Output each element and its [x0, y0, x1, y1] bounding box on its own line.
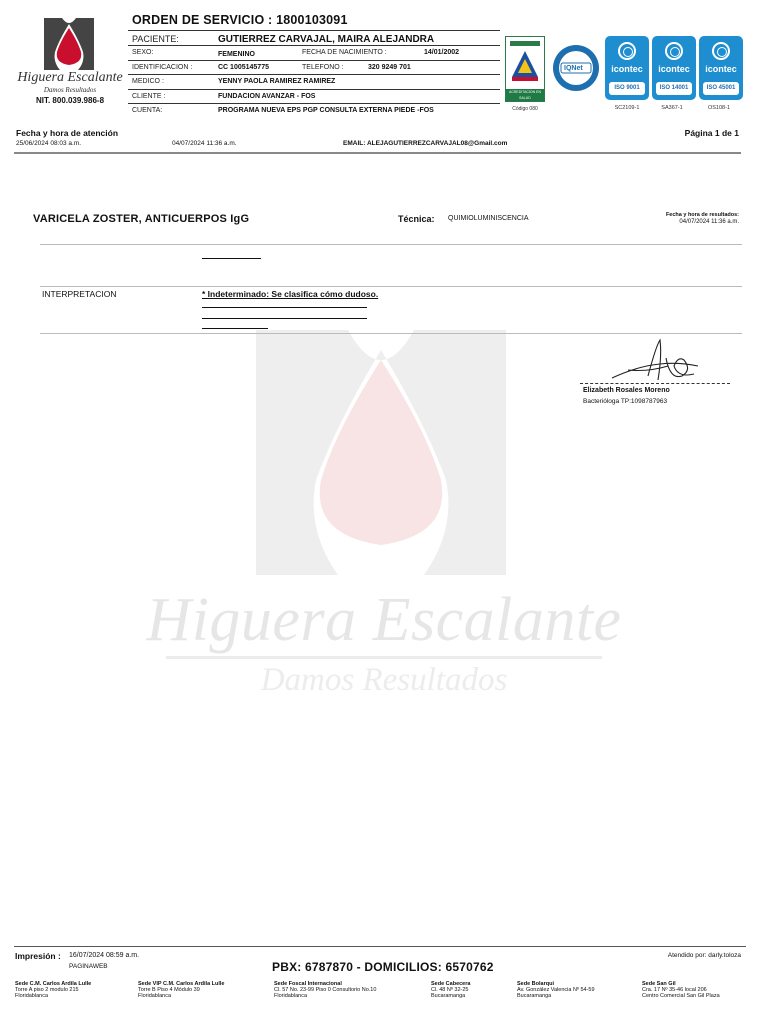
sede-block	[517, 981, 595, 1000]
sede-city: Bucaramanga	[517, 993, 552, 1000]
iso-label: ISO 45001	[703, 82, 739, 95]
icontec-badge-14001	[652, 36, 696, 100]
result-date-label: Fecha y hora de resultados:	[665, 212, 739, 218]
acreditacion-icon	[506, 37, 544, 87]
watermark-logo	[256, 330, 506, 575]
medico-row	[128, 75, 500, 90]
nacimiento-value: 14/01/2002	[424, 49, 460, 56]
sexo-label: SEXO:	[132, 49, 154, 56]
icontec-badge-45001	[699, 36, 743, 100]
sede-city: Bucaramanga	[431, 993, 466, 1000]
patient-row	[128, 30, 500, 46]
patient-email: EMAIL: ALEJAGUTIERREZCARVAJAL08@Gmail.com	[343, 140, 508, 147]
sede-block	[274, 981, 376, 1000]
sexo-row	[128, 46, 500, 61]
watermark-subtitle: Damos Resultados	[260, 662, 508, 698]
print-date: 16/07/2024 08:59 a.m.	[69, 952, 140, 959]
attention-date: 25/06/2024 08:03 a.m.	[16, 140, 82, 147]
result-divider	[40, 286, 742, 287]
sede-name: Sede C.M. Carlos Ardila Lulle	[15, 981, 92, 987]
watermark-title: Higuera Escalante	[146, 586, 622, 654]
sede-address: Torre B Piso 4 Módulo 39	[138, 987, 200, 994]
sede-address: Av. González Valencia Nº 54-59	[517, 987, 595, 994]
page-number: Página 1 de 1	[684, 128, 739, 138]
print-label: Impresión :	[15, 951, 61, 961]
sede-block	[138, 981, 225, 1000]
icontec-name: icontec	[705, 64, 737, 74]
sede-name: Sede San Gil	[642, 981, 676, 987]
paciente-label: PACIENTE:	[132, 34, 179, 44]
cert-code: OS108-1	[707, 105, 730, 111]
sede-name: Sede VIP C.M. Carlos Ardila Lulle	[138, 981, 225, 987]
sede-name: Sede Foscal Internacional	[274, 981, 342, 987]
acreditacion-band: ACREDITACION EN SALUD	[506, 89, 544, 101]
signer-role: Bacterióloga TP:1098787963	[583, 398, 668, 405]
technique-value: QUIMIOLUMINISCENCIA	[448, 215, 529, 222]
medico-label: MEDICO :	[132, 78, 164, 85]
watermark-divider	[166, 656, 602, 659]
sede-address: Cl. 48 Nº 32-25	[431, 987, 469, 994]
identificacion-label: IDENTIFICACION :	[132, 63, 193, 71]
signature-image	[608, 336, 704, 388]
interpretation-underline	[202, 318, 367, 319]
signer-name: Elizabeth Rosales Moreno	[583, 387, 670, 394]
interpretation-value: * Indeterminado: Se clasifica cómo dudoso.	[202, 289, 379, 299]
cuenta-value: PROGRAMA NUEVA EPS PGP CONSULTA EXTERNA PIEDE -FOS	[218, 107, 434, 114]
result-divider	[40, 244, 742, 245]
interpretation-label: INTERPRETACION	[42, 289, 117, 299]
result-underline	[202, 258, 261, 259]
paciente-value: GUTIERREZ CARVAJAL, MAIRA ALEJANDRA	[218, 34, 435, 45]
icontec-name: icontec	[658, 64, 690, 74]
identificacion-value: CC 1005145775	[218, 63, 269, 71]
order-title	[132, 13, 348, 27]
icontec-name: icontec	[611, 64, 643, 74]
icontec-icon	[712, 42, 730, 60]
acreditacion-badge	[505, 36, 545, 102]
sede-address: Torre A piso 2 modulo 215	[15, 987, 79, 994]
sede-city: Centro Comercial San Gil Plaza	[642, 993, 720, 1000]
result-date-value: 04/07/2024 11:36 a.m.	[679, 219, 739, 225]
icontec-icon	[665, 42, 683, 60]
signature-line	[580, 383, 730, 384]
cuenta-row	[128, 104, 500, 119]
identificacion-row	[128, 61, 500, 76]
print-source: PAGINAWEB	[69, 963, 108, 970]
sede-city: Floridablanca	[138, 993, 172, 1000]
iso-label: ISO 9001	[609, 82, 645, 95]
footer-divider	[14, 946, 746, 947]
cert-code: SC2109-1	[614, 105, 640, 111]
sede-name: Sede Bolarqui	[517, 981, 554, 987]
icontec-icon	[618, 42, 636, 60]
cert-code: SA367-1	[661, 105, 683, 111]
cliente-label: CLIENTE :	[132, 92, 166, 100]
nacimiento-label: FECHA DE NACIMIENTO :	[302, 49, 387, 56]
test-name: VARICELA ZOSTER, ANTICUERPOS IgG	[33, 213, 250, 225]
cliente-row	[128, 90, 500, 105]
secondary-date: 04/07/2024 11:36 a.m.	[172, 140, 237, 147]
sede-block	[431, 981, 470, 1000]
contact-phones: PBX: 6787870 - DOMICILIOS: 6570762	[272, 960, 494, 974]
interpretation-underline	[202, 328, 268, 329]
sede-address: Cl. 57 No. 23-99 Piso 0 Consultorio No.10	[274, 987, 377, 994]
sede-address: Cra. 17 Nº 35-46 local 206	[642, 987, 707, 994]
sede-city: Floridablanca	[15, 993, 49, 1000]
brand-tagline: Damos Resultados	[43, 86, 97, 94]
interpretation-underline	[202, 307, 367, 308]
brand-logo	[44, 18, 94, 70]
patient-table	[128, 30, 500, 119]
telefono-value: 320 9249 701	[368, 63, 411, 71]
order-number: 1800103091	[276, 13, 348, 27]
sede-name: Sede Cabecera	[431, 981, 471, 987]
brand-name: Higuera Escalante	[17, 70, 123, 85]
telefono-label: TELEFONO :	[302, 63, 344, 71]
medico-value: YENNY PAOLA RAMIREZ RAMIREZ	[218, 78, 336, 85]
order-label: ORDEN DE SERVICIO :	[132, 13, 273, 27]
attended-by: Atendido por: darly.toloza	[667, 952, 741, 959]
header-divider	[14, 152, 741, 154]
icontec-badge-9001	[605, 36, 649, 100]
technique-label: Técnica:	[398, 214, 435, 224]
sede-block	[15, 981, 91, 1000]
sexo-value: FEMENINO	[218, 51, 255, 58]
acreditacion-code: Código 080	[512, 106, 538, 112]
cuenta-label: CUENTA:	[132, 107, 163, 114]
attention-label: Fecha y hora de atención	[16, 128, 119, 138]
result-divider	[40, 333, 742, 334]
sede-block	[642, 981, 720, 1000]
iso-label: ISO 14001	[656, 82, 692, 95]
cliente-value: FUNDACION AVANZAR - FOS	[218, 92, 316, 100]
sede-city: Floridablanca	[274, 993, 308, 1000]
iqnet-label: IQNet	[564, 65, 583, 72]
brand-nit: NIT. 800.039.986-8	[35, 96, 105, 105]
